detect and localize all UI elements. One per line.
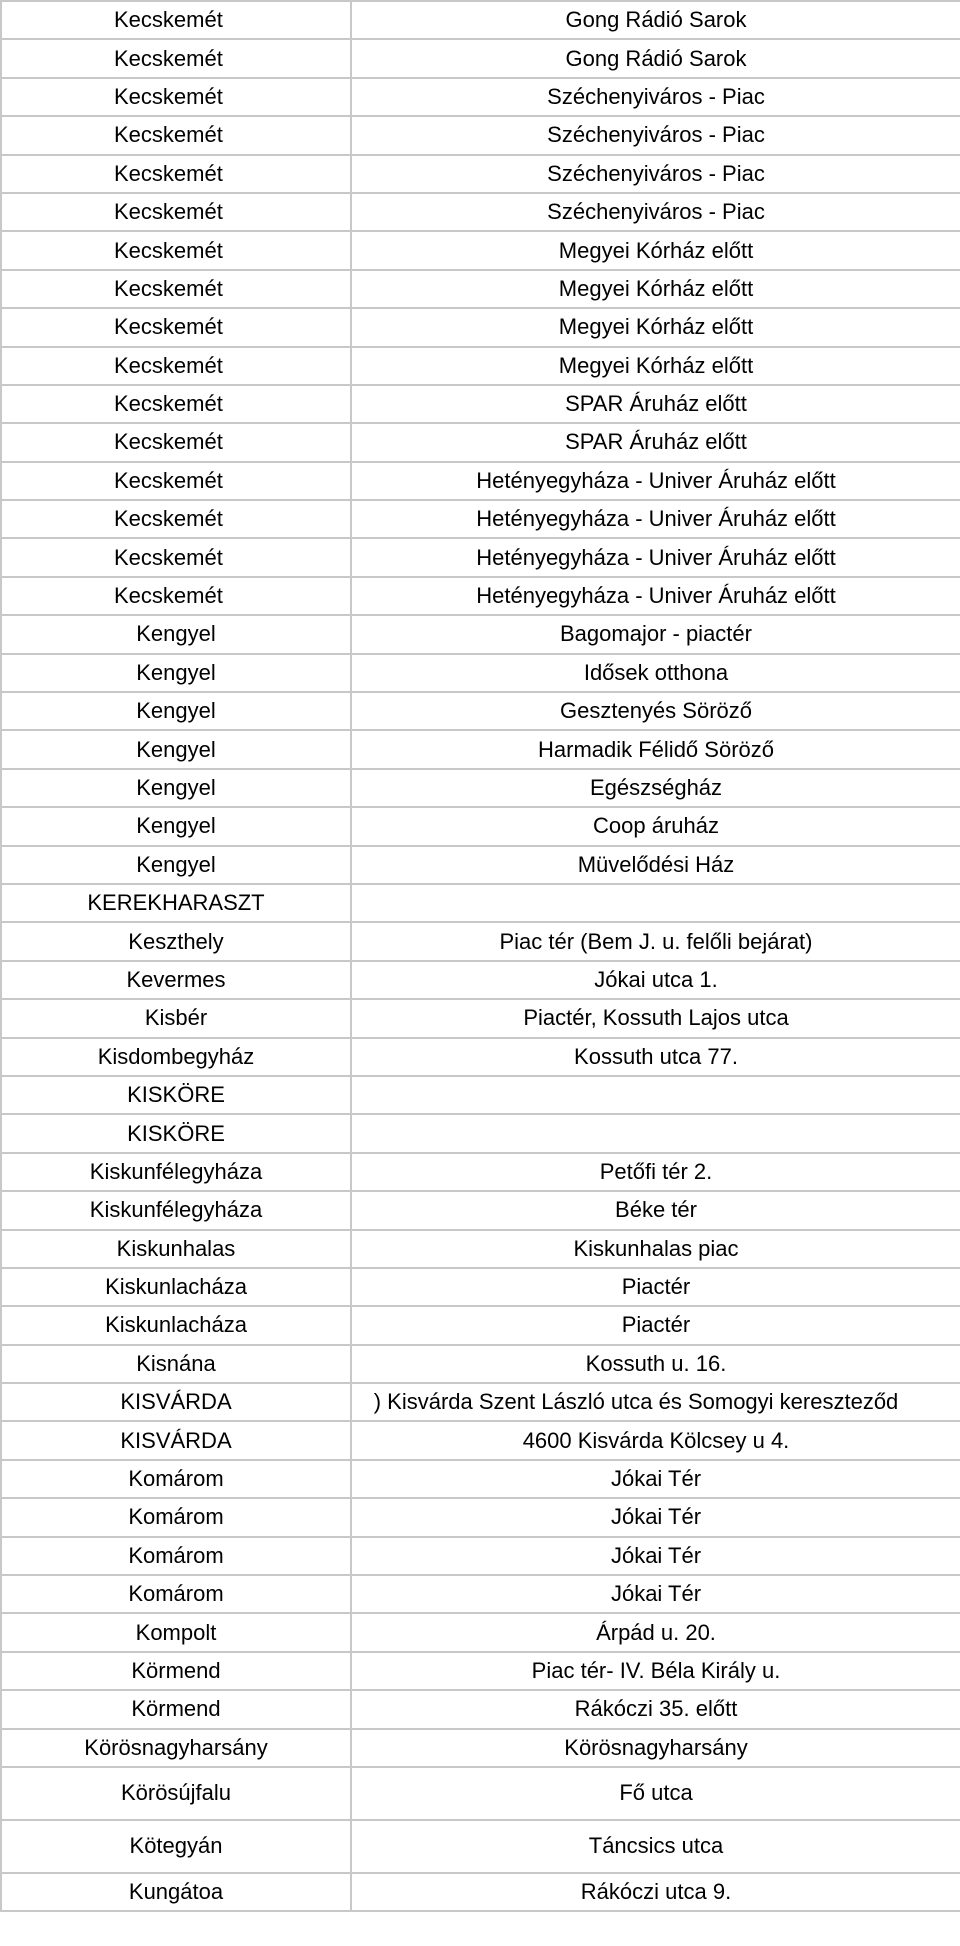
address-cell: Jókai Tér bbox=[351, 1575, 960, 1613]
address-cell: Jókai Tér bbox=[351, 1460, 960, 1498]
table-row bbox=[1, 1, 960, 39]
table-row bbox=[1, 846, 960, 884]
city-cell: Kecskemét bbox=[1, 39, 351, 77]
city-cell: Kiskunhalas bbox=[1, 1230, 351, 1268]
city-cell: Kungátoa bbox=[1, 1873, 351, 1911]
table-row bbox=[1, 730, 960, 768]
table-row bbox=[1, 1537, 960, 1575]
address-cell bbox=[351, 1383, 960, 1421]
address-cell: Hetényegyháza - Univer Áruház előtt bbox=[351, 538, 960, 576]
city-cell: Kecskemét bbox=[1, 462, 351, 500]
table-row bbox=[1, 116, 960, 154]
table-row bbox=[1, 807, 960, 845]
city-cell: Kiskunfélegyháza bbox=[1, 1191, 351, 1229]
city-cell: Kecskemét bbox=[1, 500, 351, 538]
address-cell: SPAR Áruház előtt bbox=[351, 385, 960, 423]
city-cell: Körmend bbox=[1, 1652, 351, 1690]
city-cell: Kisbér bbox=[1, 999, 351, 1037]
address-text: ) Kisvárda Szent László utca és Somogyi kereszteződ bbox=[373, 1389, 899, 1415]
table-row bbox=[1, 231, 960, 269]
address-cell: Gong Rádió Sarok bbox=[351, 39, 960, 77]
table-row bbox=[1, 1076, 960, 1114]
address-cell: Rákóczi 35. előtt bbox=[351, 1690, 960, 1728]
table-row bbox=[1, 769, 960, 807]
table-row bbox=[1, 308, 960, 346]
city-cell: Kecskemét bbox=[1, 423, 351, 461]
table-row bbox=[1, 922, 960, 960]
city-cell: Kecskemét bbox=[1, 577, 351, 615]
address-cell: SPAR Áruház előtt bbox=[351, 423, 960, 461]
city-cell: Keszthely bbox=[1, 922, 351, 960]
table-row bbox=[1, 78, 960, 116]
city-cell: Komárom bbox=[1, 1498, 351, 1536]
table-row bbox=[1, 1421, 960, 1459]
table-row bbox=[1, 193, 960, 231]
address-cell: 4600 Kisvárda Kölcsey u 4. bbox=[351, 1421, 960, 1459]
table-row bbox=[1, 1690, 960, 1728]
address-cell: Gong Rádió Sarok bbox=[351, 1, 960, 39]
address-cell: Árpád u. 20. bbox=[351, 1613, 960, 1651]
city-cell: Körmend bbox=[1, 1690, 351, 1728]
locations-table-body bbox=[1, 1, 960, 1911]
city-cell: Kompolt bbox=[1, 1613, 351, 1651]
address-cell: Piactér bbox=[351, 1268, 960, 1306]
address-cell: Jókai Tér bbox=[351, 1498, 960, 1536]
table-row bbox=[1, 500, 960, 538]
address-cell: Kossuth utca 77. bbox=[351, 1038, 960, 1076]
address-cell bbox=[351, 1114, 960, 1152]
city-cell: Kecskemét bbox=[1, 538, 351, 576]
city-cell: Komárom bbox=[1, 1537, 351, 1575]
city-cell: KEREKHARASZT bbox=[1, 884, 351, 922]
address-cell: Harmadik Félidő Söröző bbox=[351, 730, 960, 768]
table-row bbox=[1, 1383, 960, 1421]
address-cell: Jókai Tér bbox=[351, 1537, 960, 1575]
address-cell: Megyei Kórház előtt bbox=[351, 270, 960, 308]
city-cell: Kötegyán bbox=[1, 1820, 351, 1873]
table-row bbox=[1, 1613, 960, 1651]
address-cell: Széchenyiváros - Piac bbox=[351, 155, 960, 193]
city-cell: Kecskemét bbox=[1, 231, 351, 269]
address-cell: Hetényegyháza - Univer Áruház előtt bbox=[351, 500, 960, 538]
address-cell: Jókai utca 1. bbox=[351, 961, 960, 999]
address-cell: Idősek otthona bbox=[351, 654, 960, 692]
city-cell: Kengyel bbox=[1, 730, 351, 768]
table-row bbox=[1, 155, 960, 193]
table-row bbox=[1, 692, 960, 730]
table-row bbox=[1, 270, 960, 308]
table-row bbox=[1, 1729, 960, 1767]
table-row bbox=[1, 1114, 960, 1152]
city-cell: Kengyel bbox=[1, 807, 351, 845]
city-cell: Kiskunlacháza bbox=[1, 1268, 351, 1306]
city-cell: Kisnána bbox=[1, 1345, 351, 1383]
table-row bbox=[1, 1820, 960, 1873]
city-cell: Kecskemét bbox=[1, 155, 351, 193]
address-cell: Petőfi tér 2. bbox=[351, 1153, 960, 1191]
address-cell: Piactér bbox=[351, 1306, 960, 1344]
table-row bbox=[1, 615, 960, 653]
address-cell: Egészségház bbox=[351, 769, 960, 807]
address-cell: Coop áruház bbox=[351, 807, 960, 845]
table-row bbox=[1, 1460, 960, 1498]
table-row bbox=[1, 1873, 960, 1911]
address-cell: Széchenyiváros - Piac bbox=[351, 78, 960, 116]
address-cell: Béke tér bbox=[351, 1191, 960, 1229]
city-cell: Kengyel bbox=[1, 846, 351, 884]
table-row bbox=[1, 462, 960, 500]
city-cell: Kecskemét bbox=[1, 385, 351, 423]
address-cell: Hetényegyháza - Univer Áruház előtt bbox=[351, 462, 960, 500]
city-cell: KISKÖRE bbox=[1, 1076, 351, 1114]
city-cell: Körösnagyharsány bbox=[1, 1729, 351, 1767]
table-row bbox=[1, 1230, 960, 1268]
address-cell: Piactér, Kossuth Lajos utca bbox=[351, 999, 960, 1037]
city-cell: Kiskunlacháza bbox=[1, 1306, 351, 1344]
city-cell: Kecskemét bbox=[1, 308, 351, 346]
address-cell: Müvelődési Ház bbox=[351, 846, 960, 884]
city-cell: Kecskemét bbox=[1, 193, 351, 231]
table-row bbox=[1, 1652, 960, 1690]
table-row bbox=[1, 1191, 960, 1229]
address-cell bbox=[351, 884, 960, 922]
address-cell: Rákóczi utca 9. bbox=[351, 1873, 960, 1911]
address-cell: Megyei Kórház előtt bbox=[351, 347, 960, 385]
table-row bbox=[1, 884, 960, 922]
city-cell: KISVÁRDA bbox=[1, 1383, 351, 1421]
city-cell: Kengyel bbox=[1, 615, 351, 653]
city-cell: Komárom bbox=[1, 1575, 351, 1613]
city-cell: Komárom bbox=[1, 1460, 351, 1498]
city-cell: Kiskunfélegyháza bbox=[1, 1153, 351, 1191]
address-cell: Megyei Kórház előtt bbox=[351, 308, 960, 346]
address-cell: Kiskunhalas piac bbox=[351, 1230, 960, 1268]
table-row bbox=[1, 1306, 960, 1344]
city-cell: Kisdombegyház bbox=[1, 1038, 351, 1076]
address-cell: Körösnagyharsány bbox=[351, 1729, 960, 1767]
address-cell: Széchenyiváros - Piac bbox=[351, 116, 960, 154]
city-cell: Kecskemét bbox=[1, 347, 351, 385]
table-row bbox=[1, 654, 960, 692]
table-row bbox=[1, 999, 960, 1037]
table-row bbox=[1, 39, 960, 77]
city-cell: Kengyel bbox=[1, 769, 351, 807]
city-cell: Kevermes bbox=[1, 961, 351, 999]
address-cell: Hetényegyháza - Univer Áruház előtt bbox=[351, 577, 960, 615]
city-cell: Körösújfalu bbox=[1, 1767, 351, 1820]
city-cell: Kecskemét bbox=[1, 116, 351, 154]
address-cell: Piac tér- IV. Béla Király u. bbox=[351, 1652, 960, 1690]
city-cell: Kengyel bbox=[1, 692, 351, 730]
address-cell: Táncsics utca bbox=[351, 1820, 960, 1873]
address-cell: Gesztenyés Söröző bbox=[351, 692, 960, 730]
table-row bbox=[1, 538, 960, 576]
table-row bbox=[1, 1575, 960, 1613]
city-cell: KISVÁRDA bbox=[1, 1421, 351, 1459]
address-cell bbox=[351, 1076, 960, 1114]
city-cell: KISKÖRE bbox=[1, 1114, 351, 1152]
table-row bbox=[1, 1268, 960, 1306]
table-row bbox=[1, 577, 960, 615]
city-cell: Kengyel bbox=[1, 654, 351, 692]
table-row bbox=[1, 1153, 960, 1191]
address-cell: Széchenyiváros - Piac bbox=[351, 193, 960, 231]
table-row bbox=[1, 1038, 960, 1076]
address-cell: Fő utca bbox=[351, 1767, 960, 1820]
address-cell: Bagomajor - piactér bbox=[351, 615, 960, 653]
address-cell: Kossuth u. 16. bbox=[351, 1345, 960, 1383]
table-row bbox=[1, 1345, 960, 1383]
address-cell: Megyei Kórház előtt bbox=[351, 231, 960, 269]
table-row bbox=[1, 385, 960, 423]
city-cell: Kecskemét bbox=[1, 1, 351, 39]
table-row bbox=[1, 1767, 960, 1820]
city-cell: Kecskemét bbox=[1, 78, 351, 116]
city-cell: Kecskemét bbox=[1, 270, 351, 308]
table-row bbox=[1, 1498, 960, 1536]
table-row bbox=[1, 423, 960, 461]
address-cell: Piac tér (Bem J. u. felőli bejárat) bbox=[351, 922, 960, 960]
table-row bbox=[1, 961, 960, 999]
table-row bbox=[1, 347, 960, 385]
